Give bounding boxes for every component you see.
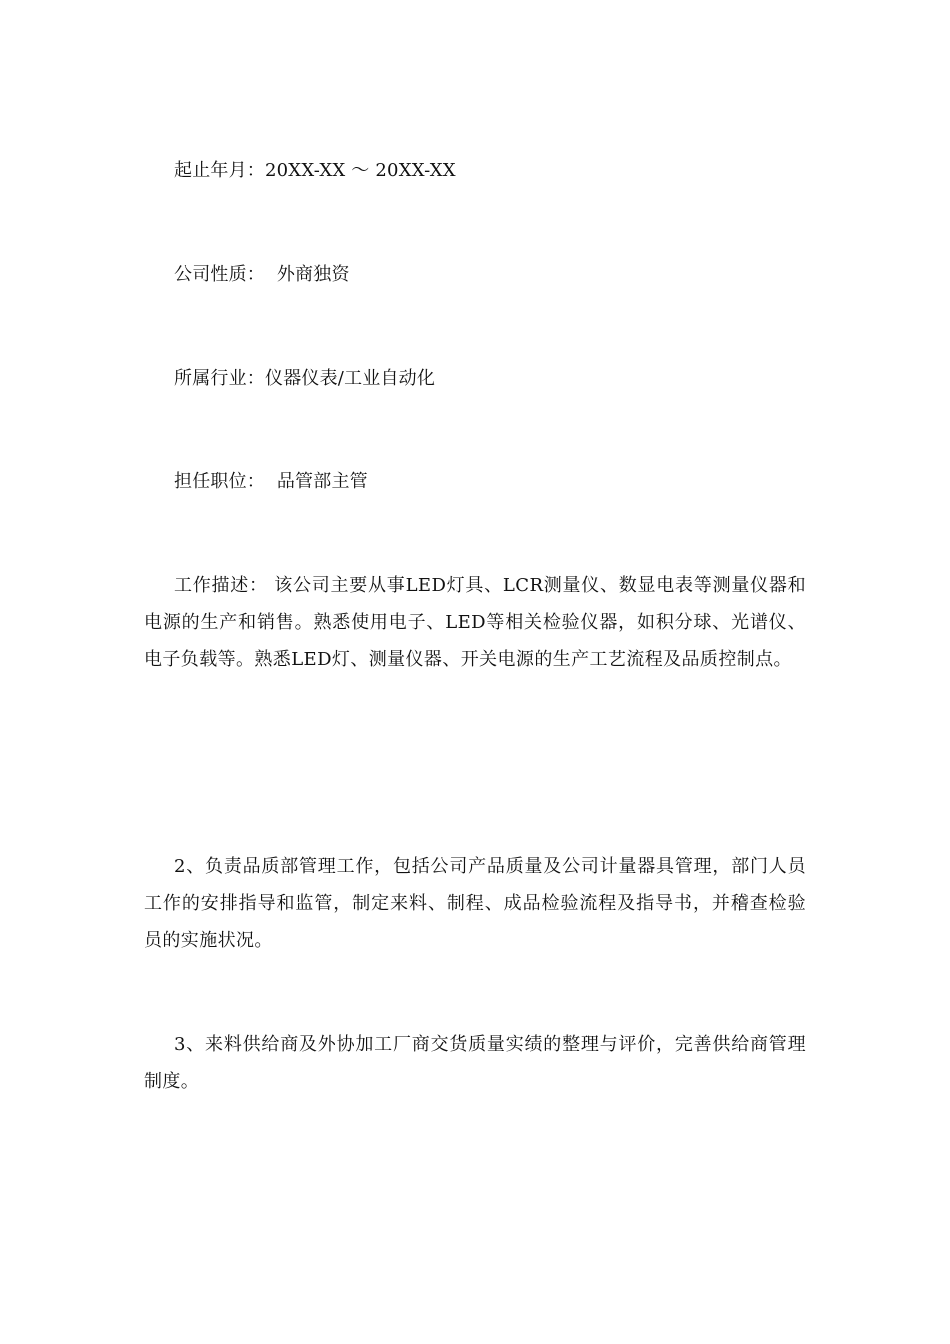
duty-item-2: 2、负责品质部管理工作，包括公司产品质量及公司计量器具管理，部门人员工作的安排指导和监管，制定来料、制程、成品检验流程及指导书，并稽查检验员的实施状况。 — [144, 856, 806, 951]
work-description-paragraph: 工作描述： 该公司主要从事LED灯具、LCR测量仪、数显电表等测量仪器和电源的生产和销售。熟悉使用电子、LED等相关检验仪器，如积分球、光谱仪、电子负载等。熟悉LED灯、测量仪器、开关电源的生产工艺流程及品质控制点。 — [144, 575, 806, 670]
duty-item-3: 3、来料供给商及外协加工厂商交货质量实绩的整理与评价，完善供给商管理制度。 — [144, 1034, 806, 1092]
position-field: 担任职位： 品管部主管 — [174, 471, 368, 492]
industry-field: 所属行业：仪器仪表/工业自动化 — [174, 368, 436, 389]
period-field: 起止年月：20XX-XX ～ 20XX-XX — [174, 160, 456, 181]
company-type-field: 公司性质： 外商独资 — [174, 264, 350, 285]
